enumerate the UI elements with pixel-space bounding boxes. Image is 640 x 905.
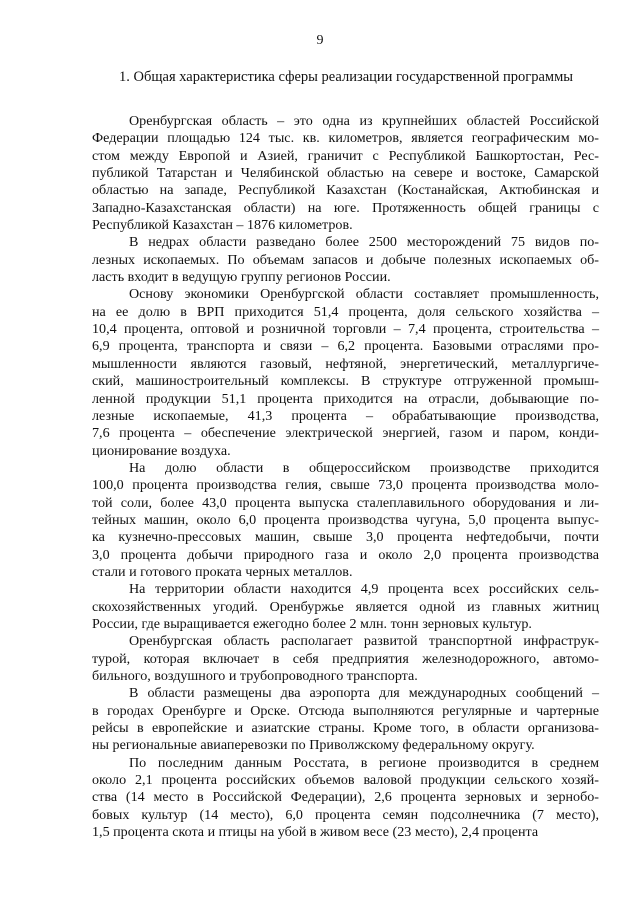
section-heading: 1. Общая характеристика сферы реализации государственной программы (119, 69, 573, 85)
text-line: 3,0 процента добычи природного газа и около 2,0 процента производства (92, 546, 599, 563)
text-line: ский, машиностроительный комплексы. В структуре отгруженной промыш- (92, 373, 599, 390)
text-line: ства (14 место в Российской Федерации), 2,6 процента зерновых и зернобо- (92, 789, 599, 806)
text-line: бильного, воздушного и трубопроводного транспорта. (92, 668, 418, 684)
paragraph (92, 286, 599, 459)
paragraph (92, 755, 599, 842)
text-line: скохозяйственных угодий. Оренбуржье является одной из главных житниц (92, 598, 599, 615)
text-line: на ее долю в ВРП приходится 51,4 процента, доля сельского хозяйства – (92, 303, 599, 320)
text-line: около 2,1 процента российских объемов валовой продукции сельского хозяй- (92, 772, 599, 789)
text-line: стом между Европой и Азией, граничит с Республикой Башкортостан, Рес- (92, 147, 599, 164)
text-line: бовых культур (14 место), 6,0 процента семян подсолнечника (7 место), (92, 806, 599, 823)
text-line: ленной продукции 51,1 процента приходится на отрасли, добывающие по- (92, 390, 599, 407)
text-line: 6,9 процента, транспорта и связи – 6,2 процента. Базовыми отраслями про- (92, 338, 599, 355)
text-line: ционирование воздуха. (92, 442, 231, 459)
text-line: в городах Оренбурге и Орске. Отсюда выполняются регулярные и чартерные (92, 702, 599, 719)
text-line: лезных ископаемых. По объемам запасов и добыче полезных ископаемых об- (92, 251, 599, 268)
text-line: Оренбургская область располагает развитой транспортной инфраструк- (129, 633, 599, 650)
text-line: стали и готового проката черных металлов. (92, 563, 353, 580)
text-line: Республикой Казахстан – 1876 километров. (92, 217, 353, 234)
text-line: той соли, более 43,0 процента выпуска сталеплавильного оборудования и ли- (92, 494, 599, 511)
page-number: 9 (316, 33, 324, 48)
text-line: турой, которая включает в себя предприятия железнодорожного, автомо- (92, 650, 599, 667)
text-line: лезные ископаемые, 41,3 процента – обрабатывающие производства, (92, 407, 599, 424)
text-line: По последним данным Росстата, в регионе производится в среднем (129, 754, 599, 771)
text-line: ка кузнечно-прессовых машин, свыше 3,0 процента нефтедобычи, почти (92, 529, 599, 546)
text-line: 1,5 процента скота и птицы на убой в живом весе (23 место), 2,4 процента (92, 824, 539, 841)
text-line: 100,0 процента производства гелия, свыше 73,0 процента производства моло- (92, 477, 599, 494)
text-line: мышленности являются газовый, нефтяной, энергетический, металлургиче- (92, 355, 599, 372)
text-line: Основу экономики Оренбургской области составляет промышленность, (129, 286, 599, 303)
text-line: тейных машин, около 6,0 процента производства чугуна, 5,0 процента выпус- (92, 511, 599, 528)
text-line: рейсы в европейские и азиатские страны. Кроме того, в области организова- (92, 720, 599, 737)
paragraph (92, 460, 599, 581)
text-line: России, где выращивается ежегодно более 2 млн. тонн зерновых культур. (92, 615, 532, 632)
paragraph (92, 234, 599, 286)
paragraph (92, 113, 599, 234)
text-line: ны региональные авиаперевозки по Приволжскому федеральному округу. (92, 737, 535, 754)
text-line: На территории области находится 4,9 процента всех российских сель- (129, 581, 599, 598)
text-line: ласть входит в ведущую группу регионов России. (92, 269, 391, 286)
text-line: областью на западе, Республикой Казахстан (Костанайская, Актюбинская и (92, 182, 599, 199)
text-line: Оренбургская область – это одна из крупнейших областей Российской (129, 113, 599, 129)
paragraph (92, 685, 599, 754)
text-line: 7,6 процента – обеспечение электрической энергией, газом и паром, конди- (92, 425, 599, 442)
paragraph (92, 633, 599, 685)
text-line: В недрах области разведано более 2500 месторождений 75 видов по- (129, 234, 599, 251)
text-line: 10,4 процента, оптовой и розничной торговли – 7,4 процента, строительства – (92, 321, 599, 338)
text-line: Федерации площадью 124 тыс. кв. километров, является географическим мо- (92, 130, 599, 147)
text-line: На долю области в общероссийском производстве приходится (129, 459, 599, 476)
text-line: публикой Татарстан и Челябинской областью на севере и востоке, Самарской (92, 165, 599, 182)
paragraph (92, 581, 599, 633)
text-line: В области размещены два аэропорта для международных сообщений – (129, 685, 599, 702)
body-text (92, 113, 599, 841)
text-line: Западно-Казахстанская области) на юге. Протяженность общей границы с (92, 199, 599, 216)
